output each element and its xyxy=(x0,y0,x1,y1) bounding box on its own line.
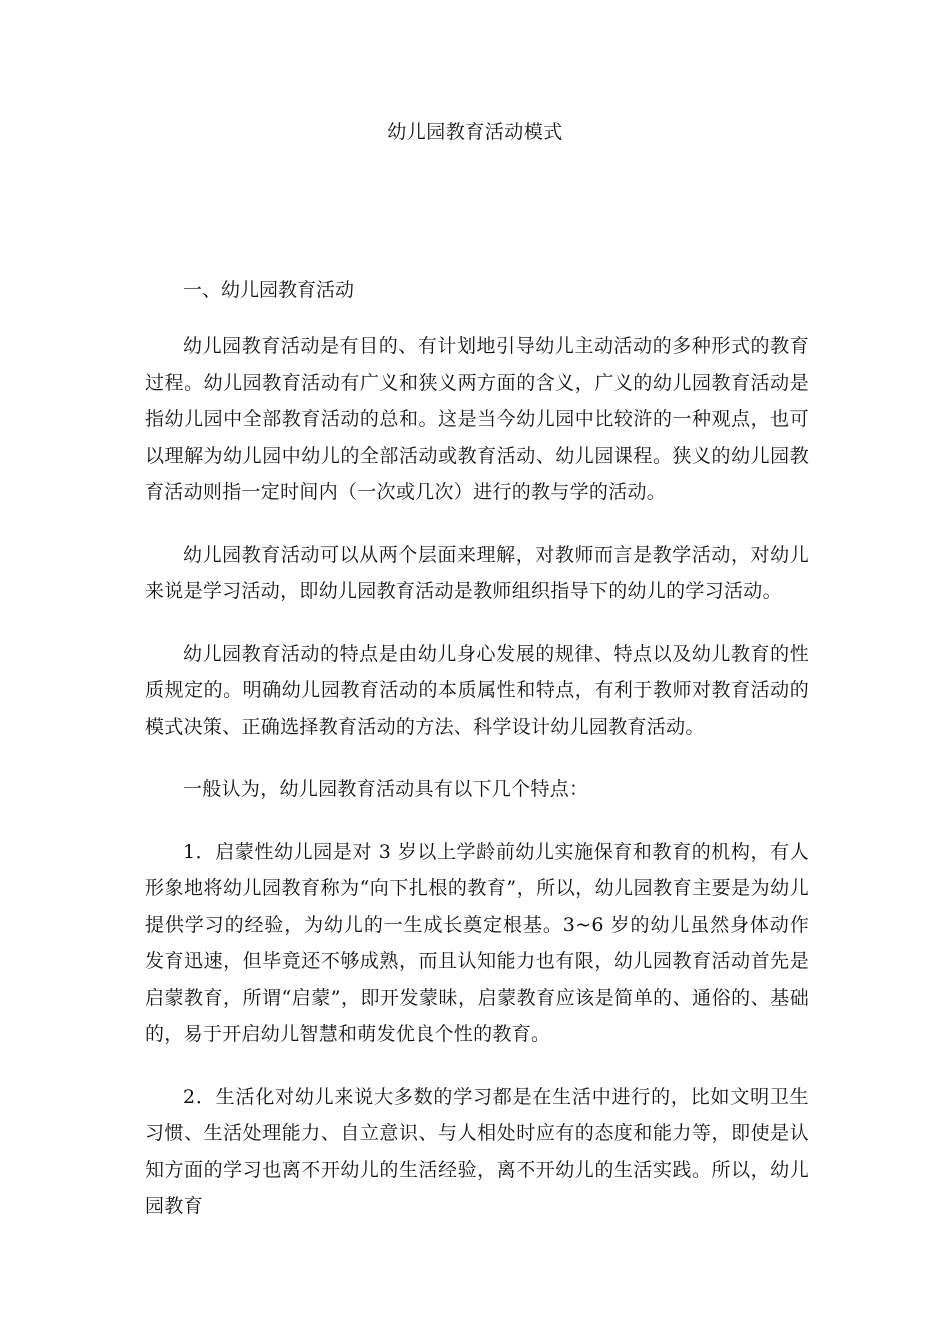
document-body xyxy=(145,272,809,1251)
paragraph-characteristics-intro: 幼儿园教育活动的特点是由幼儿身心发展的规律、特点以及幼儿教育的性质规定的。明确幼儿园教育活动的本质属性和特点，有利于教师对教育活动的模式决策、正确选择教育活动的方法、科学设计幼儿园教育活动。 xyxy=(145,642,809,738)
section-heading: 一、幼儿园教育活动 xyxy=(183,279,355,301)
paragraph-two-levels: 幼儿园教育活动可以从两个层面来理解，对教师而言是教学活动，对幼儿来说是学习活动，即幼儿园教育活动是教师组织指导下的幼儿的学习活动。 xyxy=(145,543,809,602)
paragraph-item-1-enlightenment: 1．启蒙性幼儿园是对 3 岁以上学龄前幼儿实施保育和教育的机构，有人形象地将幼儿园教育称为“向下扎根的教育”，所以，幼儿园教育主要是为幼儿提供学习的经验，为幼儿的一生成长奠定根基。3~6 岁的幼儿虽然身体动作发育迅速，但毕竟还不够成熟，而且认知能力也有限，幼儿园教育活动首先是启蒙教育，所谓“启蒙”，即开发蒙昧，启蒙教育应该是简单的、通俗的、基础的，易于开启幼儿智慧和萌发优良个性的教育。 xyxy=(145,840,809,1045)
paragraph-item-2-life-oriented: 2．生活化对幼儿来说大多数的学习都是在生活中进行的，比如文明卫生习惯、生活处理能力、自立意识、与人相处时应有的态度和能力等，即使是认知方面的学习也离不开幼儿的生活经验，离不开幼儿的生活实践。所以，幼儿园教育 xyxy=(145,1085,809,1217)
paragraph-list-intro: 一般认为，幼儿园教育活动具有以下几个特点： xyxy=(183,778,589,800)
paragraph-definition: 幼儿园教育活动是有目的、有计划地引导幼儿主动活动的多种形式的教育过程。幼儿园教育活动有广义和狭义两方面的含义，广义的幼儿园教育活动是指幼儿园中全部教育活动的总和。这是当今幼儿园中比较浒的一种观点，也可以理解为幼儿园中幼儿的全部活动或教育活动、幼儿园课程。狭义的幼儿园教育活动则指一定时间内（一次或几次）进行的教与学的活动。 xyxy=(145,335,809,503)
document-title: 幼儿园教育活动模式 xyxy=(387,121,563,143)
